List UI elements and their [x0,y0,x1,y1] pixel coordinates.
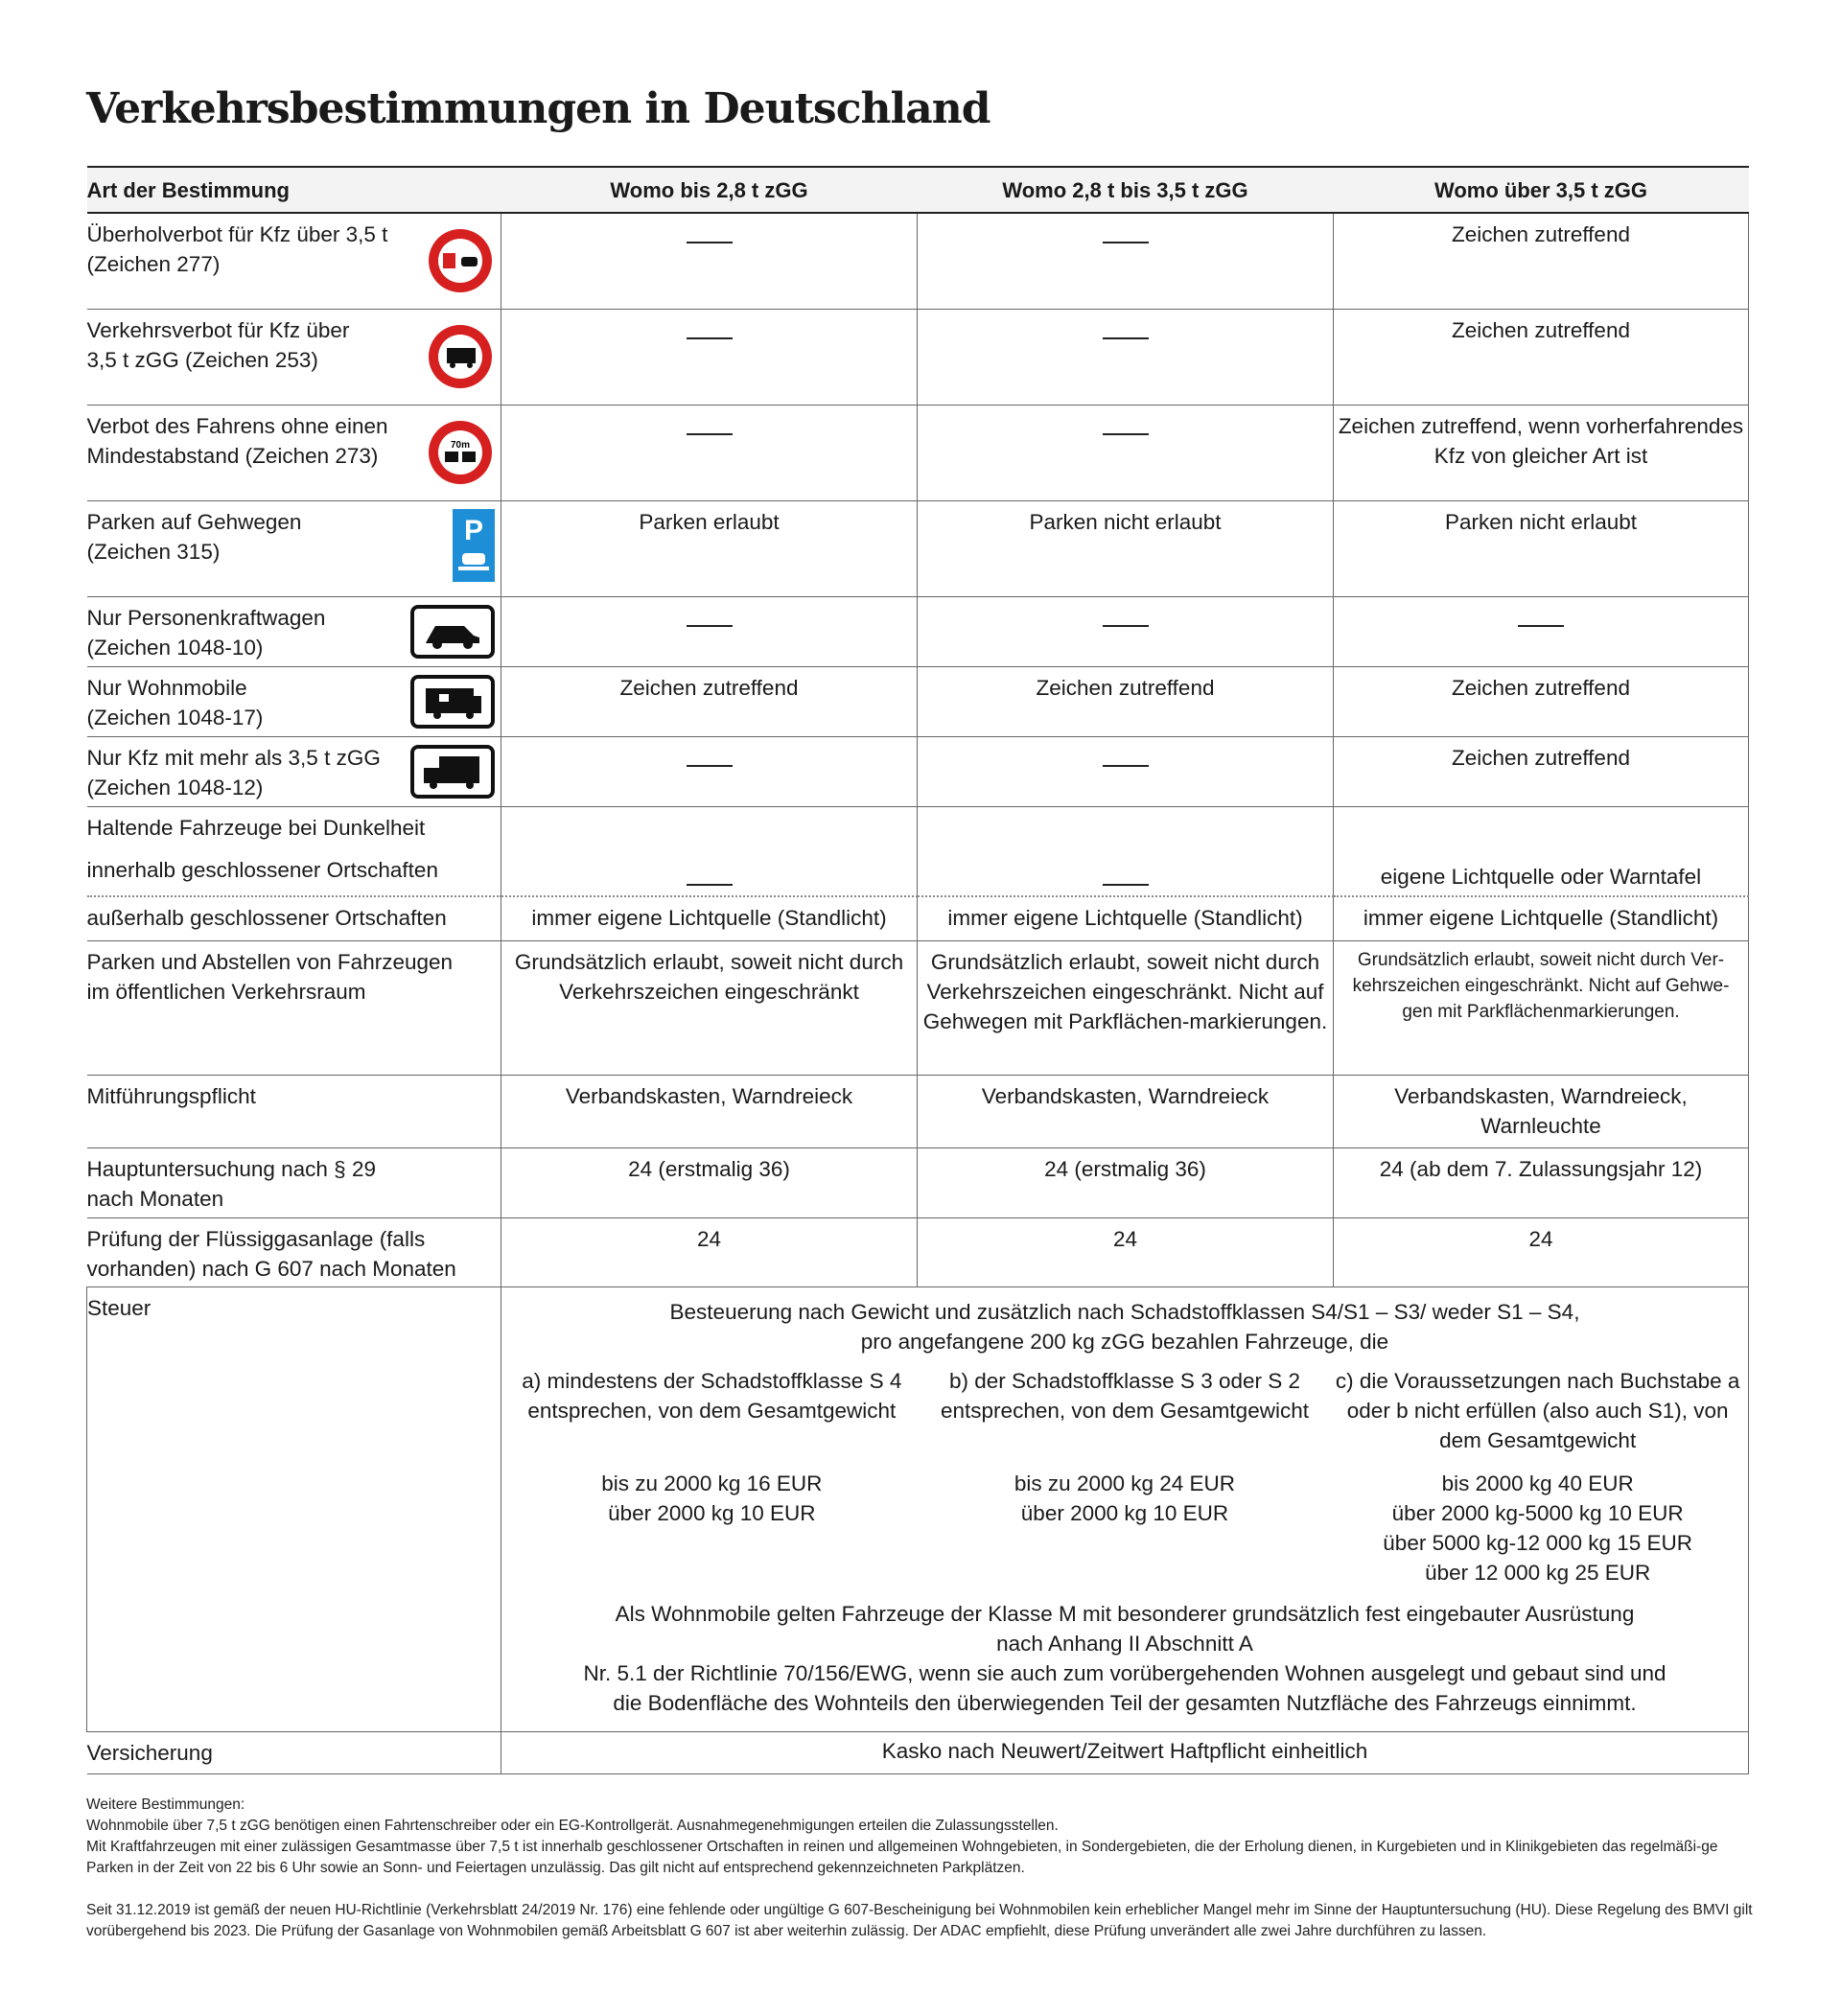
column-header: Womo über 3,5 t zGG [1433,177,1648,202]
table-cell: 24 [1334,1218,1749,1287]
footnote-line: Mit Kraftfahrzeugen mit einer zulässigen Gesamtmasse über 7,5 t ist innerhalb geschlossener Ortschaften in reinen und allgemeinen Wohngebieten, in Sondergebieten, die der Erholung dienen, in Kurgebieten und in Klinikgebieten das regelmäßi-ge Parken in der Zeit von 22 bis 6 Uhr sowie an Sonn- und Feiertagen unzulässig. Das gilt nicht auf entsprechend gekennzeichneten Parkplätzen. [86,1839,1718,1876]
row-label: Parken und Abstellen von Fahrzeugen im öffentlichen Verkehrsraum [86,950,454,1004]
not-applicable-dash [687,884,733,886]
table-cell: Zeichen zutreffend [1334,309,1749,405]
table-row [87,405,1749,500]
not-applicable-dash [687,433,733,435]
svg-text:P: P [463,514,484,546]
table-cell: Parken erlaubt [501,500,918,596]
not-applicable-dash [687,337,733,339]
table-cell: Grundsätzlich erlaubt, soweit nicht durch Verkehrszeichen eingeschränkt. Nicht auf Gehwegen mit Parkflächen-markierungen. [918,941,1334,1076]
tax-class-c: c) die Voraussetzungen nach Buchstabe a oder b nicht erfüllen (also auch S1), von dem Gesamtgewicht [1335,1369,1740,1452]
table-cell: Verbandskasten, Warndreieck [918,1076,1334,1148]
row-label: außerhalb geschlossener Ortschaften [86,905,447,930]
page-title: Verkehrsbestimmungen in Deutschland [86,84,990,133]
svg-text:70m: 70m [450,439,471,451]
truck-only-sign-icon [410,745,495,806]
column-header: Womo 2,8 t bis 3,5 t zGG [1002,177,1248,202]
footnote-line: Wohnmobile über 7,5 t zGG benötigen einen Fahrtenschreiber oder ein EG-Kontrollgerät. Ausnahmegenehmigungen erteilen die Zulassungsstellen. [86,1818,1059,1834]
row-label: Prüfung der Flüssiggasanlage (falls vorhanden) nach G 607 nach Monaten [86,1227,456,1281]
table-cell: 24 (erstmalig 36) [918,1148,1334,1218]
column-header: Womo bis 2,8 t zGG [610,177,808,202]
row-label: Verbot des Fahrens ohne einen Mindestabstand (Zeichen 273) [86,413,388,468]
not-applicable-dash [1103,625,1149,627]
not-applicable-dash [687,242,733,243]
not-applicable-dash [1103,884,1149,886]
footnote-heading: Weitere Bestimmungen: [86,1796,245,1813]
table-cell: Zeichen zutreffend [501,666,918,736]
not-applicable-dash [1103,433,1149,435]
tax-rates-b: bis zu 2000 kg 24 EUR über 2000 kg 10 EUR [1014,1471,1236,1525]
table-row [87,941,1749,1076]
table-cell: Zeichen zutreffend [1334,213,1749,309]
table-cell: immer eigene Lichtquelle (Standlicht) [501,896,918,941]
table-cell: Parken nicht erlaubt [918,500,1334,596]
row-label: Mitführungspflicht [86,1084,256,1108]
row-label: Nur Personenkraftwagen (Zeichen 1048-10) [86,605,326,660]
not-applicable-dash [1103,337,1149,339]
insurance-value: Kasko nach Neuwert/Zeitwert Haftpflicht einheitlich [501,1732,1749,1774]
table-cell: 24 [501,1218,918,1287]
table-row [87,500,1749,596]
not-applicable-dash [687,765,733,767]
motorhome-only-sign-icon [410,675,495,736]
table-row [87,1218,1749,1287]
tax-intro: Besteuerung nach Gewicht und zusätzlich nach Schadstoffklassen S4/S1 – S3/ weder S1 – S4, pro angefangene 200 kg zGG bezahlen Fahrzeuge, die [669,1300,1580,1354]
table-cell: immer eigene Lichtquelle (Standlicht) [1334,896,1749,941]
column-header: Art der Bestimmung [86,177,290,202]
table-header-row [87,167,1749,213]
footnotes [86,1795,1755,1942]
sidewalk-parking-sign-icon [453,509,495,590]
table-cell: 24 (ab dem 7. Zulassungsjahr 12) [1334,1148,1749,1218]
minimum-distance-sign-icon [426,413,495,499]
table-cell: immer eigene Lichtquelle (Standlicht) [918,896,1334,941]
motorhome-definition-note: Als Wohnmobile gelten Fahrzeuge der Klasse M mit besonderer grundsätzlich fest eingebauter Ausrüstung nach Anhang II Abschnitt A Nr. 5.1 der Richtlinie 70/156/EWG, wenn sie auch zum vorübergehenden Wohnen ausgelegt und gebaut sind und die Bodenfläche des Wohnteils den überwiegenden Teil der gesamten Nutzfläche des Fahrzeugs einnimmt. [583,1602,1666,1715]
table-cell: eigene Lichtquelle oder Warntafel [1334,806,1749,896]
row-label: Haltende Fahrzeuge bei Dunkelheit innerhalb geschlossener Ortschaften [86,815,438,882]
table-cell: 24 (erstmalig 36) [501,1148,918,1218]
row-label: Verkehrsverbot für Kfz über 3,5 t zGG (Zeichen 253) [86,317,350,372]
table-row [87,666,1749,736]
table-cell: Verbandskasten, Warndreieck [501,1076,918,1148]
table-cell: 24 [918,1218,1334,1287]
tax-rates-a: bis zu 2000 kg 16 EUR über 2000 kg 10 EUR [601,1471,823,1525]
tax-row [87,1287,1749,1732]
table-cell: Parken nicht erlaubt [1334,500,1749,596]
table-row [87,596,1749,666]
not-applicable-dash [1518,625,1564,627]
not-applicable-dash [687,625,733,627]
hu-note: Seit 31.12.2019 ist gemäß der neuen HU-Richtlinie (Verkehrsblatt 24/2019 Nr. 176) eine fehlende oder ungültige G 607-Bescheinigung bei Wohnmobilen kein erheblicher Mangel mehr im Sinne der Hauptuntersuchung (HU). Diese Regelung des BMVI gilt vorübergehend bis 2023. Die Prüfung der Gasanlage von Wohnmobilen gemäß Arbeitsblatt G 607 ist aber weiterhin zulässig. Der ADAC empfiehlt, diese Prüfung unverändert alle zwei Jahre durchführen zu lassen. [86,1902,1753,1939]
row-label: Nur Wohnmobile (Zeichen 1048-17) [86,675,264,730]
table-cell: Zeichen zutreffend, wenn vorherfahrendes Kfz von gleicher Art ist [1334,405,1749,500]
tax-rates-c: bis 2000 kg 40 EUR über 2000 kg-5000 kg 10 EUR über 5000 kg-12 000 kg 15 EUR über 12 000 kg 25 EUR [1383,1471,1693,1585]
table-row [87,896,1749,941]
no-overtaking-truck-sign-icon [426,221,495,308]
no-trucks-sign-icon [426,317,495,404]
table-cell: Zeichen zutreffend [918,666,1334,736]
table-row [87,736,1749,806]
table-cell: Grundsätzlich erlaubt, soweit nicht durch Verkehrszeichen eingeschränkt [501,941,918,1076]
not-applicable-dash [1103,765,1149,767]
table-row [87,806,1749,896]
table-row [87,213,1749,309]
tax-class-b: b) der Schadstoffklasse S 3 oder S 2 entsprechen, von dem Gesamtgewicht [941,1369,1309,1423]
row-label: Hauptuntersuchung nach § 29 nach Monaten [86,1157,376,1211]
car-only-sign-icon [410,605,495,666]
row-label: Steuer [87,1287,501,1732]
table-cell: Zeichen zutreffend [1334,666,1749,736]
row-label: Parken auf Gehwegen (Zeichen 315) [86,509,302,564]
table-cell: Grundsätzlich erlaubt, soweit nicht durch Ver-kehrszeichen eingeschränkt. Nicht auf Gehwe-gen mit Parkflächenmarkierungen. [1334,941,1749,1076]
table-cell: Zeichen zutreffend [1334,736,1749,806]
tax-class-a: a) mindestens der Schadstoffklasse S 4 entsprechen, von dem Gesamtgewicht [522,1369,902,1423]
table-cell: Verbandskasten, Warndreieck, Warnleuchte [1334,1076,1749,1148]
row-label: Überholverbot für Kfz über 3,5 t (Zeichen 277) [86,222,388,276]
table-row [87,309,1749,405]
table-row [87,1148,1749,1218]
insurance-row [87,1732,1749,1774]
row-label: Nur Kfz mit mehr als 3,5 t zGG (Zeichen 1048-12) [86,745,381,799]
table-row [87,1076,1749,1148]
not-applicable-dash [1103,242,1149,243]
row-label: Versicherung [87,1732,501,1774]
regulations-table [86,166,1749,1774]
